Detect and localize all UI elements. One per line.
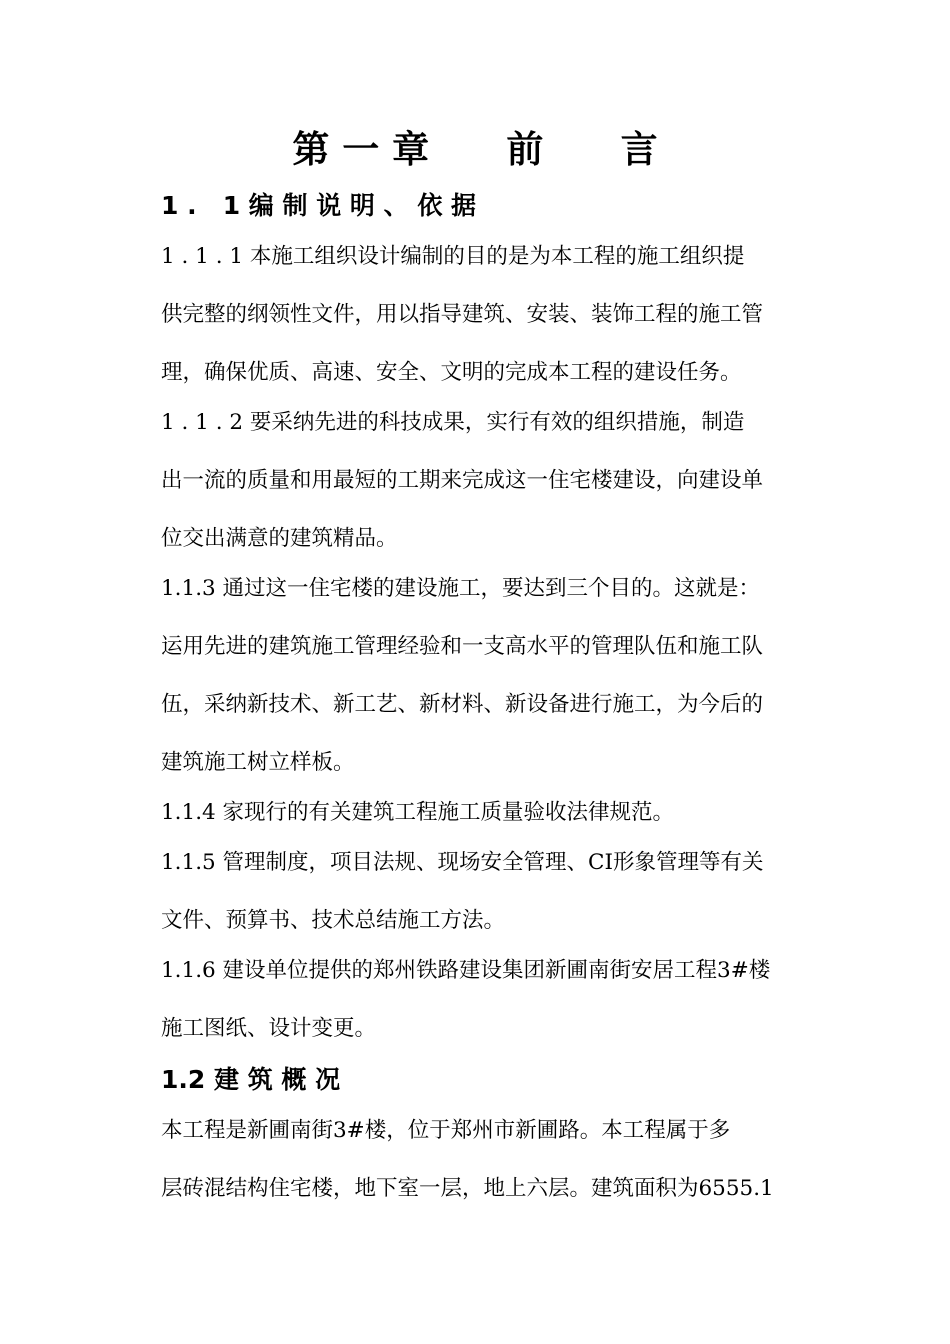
paragraph-line: 位交出满意的建筑精品。 xyxy=(161,526,398,551)
paragraph-line: 建筑施工树立样板。 xyxy=(161,750,355,775)
paragraph-line: 施工图纸、设计变更。 xyxy=(161,1016,377,1041)
chapter-title: 第 一 章 前 言 xyxy=(292,128,658,171)
paragraph-line: 供完整的纲领性文件，用以指导建筑、安装、装饰工程的施工管 xyxy=(161,302,764,327)
section-1-2-heading: 1.2 建 筑 概 况 xyxy=(161,1065,341,1094)
paragraph-line: 运用先进的建筑施工管理经验和一支高水平的管理队伍和施工队 xyxy=(161,634,764,659)
paragraph-line: 本工程是新圃南街3#楼，位于郑州市新圃路。本工程属于多 xyxy=(161,1118,731,1143)
paragraph-line: 层砖混结构住宅楼，地下室一层，地上六层。建筑面积为6555.1 xyxy=(161,1176,774,1201)
paragraph-line: 文件、预算书、技术总结施工方法。 xyxy=(161,908,506,933)
paragraph-line: 理，确保优质、高速、安全、文明的完成本工程的建设任务。 xyxy=(161,360,742,385)
paragraph-line: 伍，采纳新技术、新工艺、新材料、新设备进行施工，为今后的 xyxy=(161,692,764,717)
paragraph-line: 1.1.5 管理制度，项目法规、现场安全管理、CI形象管理等有关 xyxy=(161,850,764,875)
paragraph-line: 1.1.3 通过这一住宅楼的建设施工，要达到三个目的。这就是： xyxy=(161,576,761,601)
paragraph-line: 1.1.4 家现行的有关建筑工程施工质量验收法律规范。 xyxy=(161,800,675,825)
paragraph-line: 1.1.6 建设单位提供的郑州铁路建设集团新圃南街安居工程3#楼 xyxy=(161,958,771,983)
section-1-1-heading: 1 . 1 编 制 说 明 、 依 据 xyxy=(161,191,477,220)
paragraph-line: 出一流的质量和用最短的工期来完成这一住宅楼建设，向建设单 xyxy=(161,468,764,493)
paragraph-line: 1 . 1 . 1 本施工组织设计编制的目的是为本工程的施工组织提 xyxy=(161,244,745,269)
paragraph-line: 1 . 1 . 2 要采纳先进的科技成果，实行有效的组织措施，制造 xyxy=(161,410,745,435)
